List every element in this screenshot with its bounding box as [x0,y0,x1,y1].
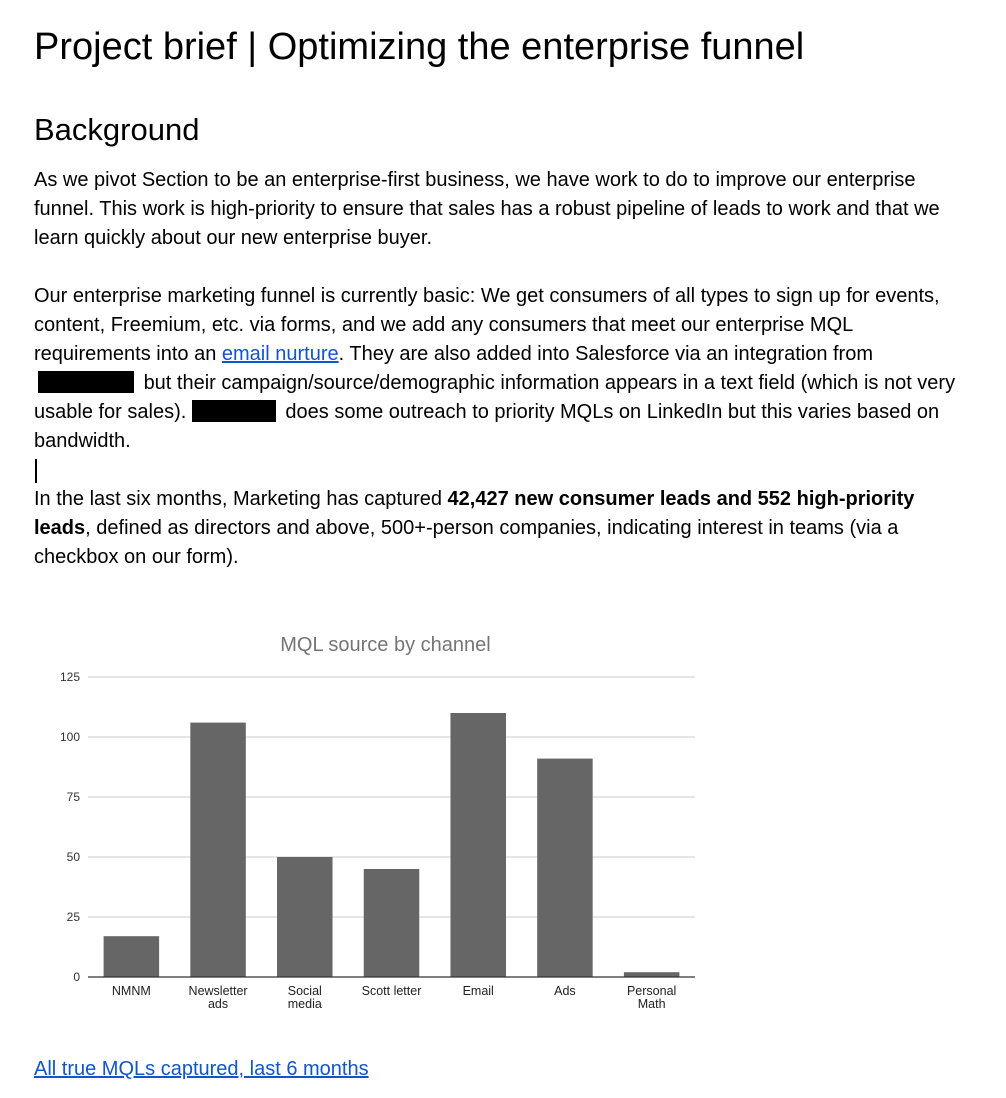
y-tick-label: 125 [59,670,80,684]
chart-title: MQL source by channel [280,634,491,656]
chart-bar [190,723,245,977]
y-tick-label: 25 [66,910,80,924]
redacted-block [38,371,134,393]
x-tick-label: Email [462,984,494,998]
all-true-mqls-link[interactable]: All true MQLs captured, last 6 months [34,1058,369,1080]
x-tick-label: NMNM [111,984,151,998]
chart-bar [624,972,679,977]
chart-bar [104,936,159,977]
paragraph-funnel [34,282,974,456]
paragraph-funnel-text-4: does some outreach to priority MQLs on LinkedIn but this varies based on bandwidth. [34,401,940,452]
y-tick-label: 100 [59,730,80,744]
section-heading-background: Background [34,112,200,147]
x-tick-label: Newsletter ads [188,984,248,1011]
document-title: Project brief | Optimizing the enterprise funnel [34,26,805,68]
chart-bar [277,857,332,977]
paragraph-funnel-text-3: but their campaign/source/demographic information appears in a text field (which is not very usable for sales). [34,372,956,423]
email-nurture-link[interactable]: email nurture [221,343,339,365]
paragraph-funnel-text-2: . They are also added into Salesforce via an integration from [338,343,873,365]
paragraph-intro: As we pivot Section to be an enterprise-first business, we have work to do to improve our enterprise funnel. This work is high-priority to ensure that sales has a robust pipeline of leads to work and that we learn quickly about our new enterprise buyer. [34,169,940,249]
x-tick-label: Scott letter [361,984,422,998]
x-tick-label: Ads [554,984,576,998]
chart-canvas [40,620,720,1020]
chart-bar [364,869,419,977]
x-tick-label: Social media [287,984,322,1011]
text-cursor [35,459,37,483]
redacted-block [192,400,276,422]
y-tick-label: 0 [73,970,80,984]
x-tick-label: Personal Math [626,984,677,1011]
y-tick-label: 50 [66,850,80,864]
paragraph-leads-text-1: In the last six months, Marketing has captured [34,488,448,510]
paragraph-leads-bold: 42,427 new consumer leads and 552 high-priority leads [34,488,915,539]
y-tick-label: 75 [66,790,80,804]
paragraph-leads [34,485,974,572]
chart-bar [537,759,592,977]
paragraph-funnel-text-1: Our enterprise marketing funnel is currently basic: We get consumers of all types to sign up for events, content, Freemium, etc. via forms, and we add any consumers that meet our enterprise MQL requirements into an [34,285,940,365]
paragraph-leads-text-2: , defined as directors and above, 500+-person companies, indicating interest in teams (via a checkbox on our form). [34,517,899,568]
mql-source-chart[interactable] [40,620,720,1020]
chart-bar [450,713,505,977]
